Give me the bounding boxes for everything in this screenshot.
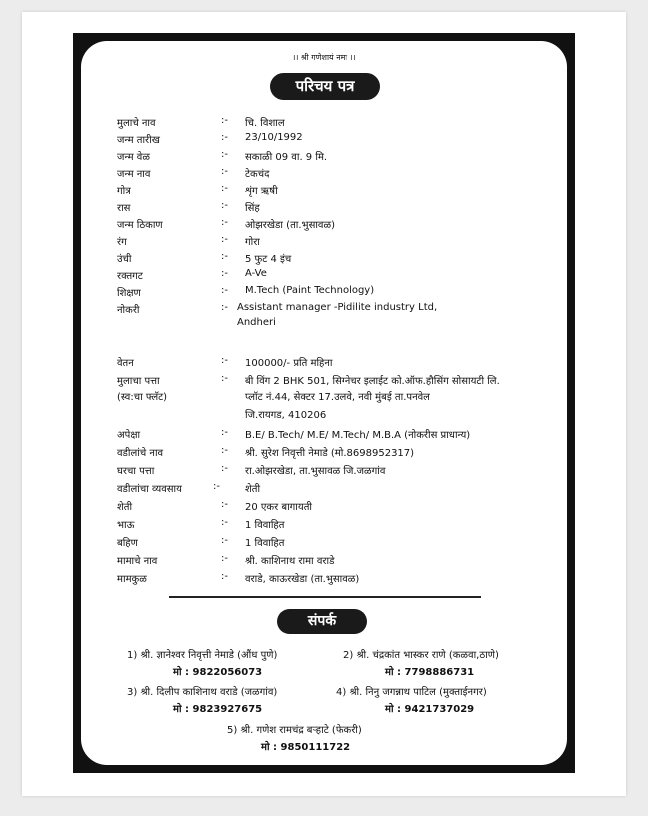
contact-phone: मो : 9823927675 [173, 704, 263, 715]
detail-label: मुलाचे नाव [117, 118, 156, 129]
contact-name: 5) श्री. गणेश रामचंद्र बऱ्हाटे (फेकरी) [227, 725, 362, 736]
detail-value: टेकचंद [245, 169, 270, 180]
detail-label: जन्म तारीख [117, 135, 160, 146]
biodata-card [81, 41, 567, 765]
contact-phone: मो : 7798886731 [385, 667, 475, 678]
detail-label: भाऊ [117, 520, 135, 531]
detail-separator: :- [213, 481, 220, 492]
detail-value-continued: प्लॉट नं.44, सेक्टर 17.उलवे, नवी मुंबई ता.पनवेल [245, 392, 430, 403]
detail-label: गोत्र [117, 186, 131, 197]
detail-separator: :- [221, 285, 228, 296]
detail-label: वडीलांचा व्यवसाय [117, 484, 182, 495]
detail-separator: :- [221, 499, 228, 510]
contact-name: 3) श्री. दिलीप काशिनाथ वराडे (जळगांव) [127, 687, 278, 698]
detail-value: चि. विशाल [245, 118, 285, 129]
detail-value: सकाळी 09 वा. 9 मि. [245, 152, 328, 163]
detail-label: नोकरी [117, 305, 140, 316]
detail-value: A-Ve [245, 268, 267, 279]
detail-separator: :- [221, 200, 228, 211]
detail-label: वडीलांचे नाव [117, 448, 164, 459]
detail-value: 100000/- प्रति महिना [245, 358, 333, 369]
section-divider [169, 596, 481, 598]
detail-value: 1 विवाहित [245, 520, 285, 531]
detail-value: सिंह [245, 203, 260, 214]
detail-separator: :- [221, 149, 228, 160]
detail-value: 20 एकर बागायती [245, 502, 312, 513]
detail-value: 23/10/1992 [245, 132, 303, 143]
detail-separator: :- [221, 166, 228, 177]
detail-separator: :- [221, 517, 228, 528]
detail-label: बहिण [117, 538, 138, 549]
detail-separator: :- [221, 183, 228, 194]
detail-value: B.E/ B.Tech/ M.E/ M.Tech/ M.B.A (नोकरीस प्राधान्य) [245, 430, 471, 441]
contact-name: 2) श्री. चंद्रकांत भास्कर राणे (कळवा,ठाणे) [343, 650, 499, 661]
detail-value: शेती [245, 484, 261, 495]
detail-separator: :- [221, 132, 228, 143]
detail-separator: :- [221, 234, 228, 245]
detail-separator: :- [221, 302, 228, 313]
detail-separator: :- [221, 268, 228, 279]
detail-label-continued: (स्व:चा फ्लॅट) [117, 392, 168, 403]
detail-value: शृंग ऋषी [245, 186, 278, 197]
detail-separator: :- [221, 535, 228, 546]
detail-separator: :- [221, 553, 228, 564]
detail-value: बी विंग 2 BHK 501, सिग्नेचर इलाईट को.ऑफ.हौसिंग सोसायटी लि. [245, 376, 500, 387]
detail-value: गोरा [245, 237, 260, 248]
contact-name: 1) श्री. ज्ञानेश्वर निवृत्ती नेमाडे (औंध पुणे) [127, 650, 278, 661]
detail-value: Assistant manager -Pidilite industry Ltd, [237, 302, 438, 313]
contact-heading: संपर्क [277, 609, 367, 634]
detail-label: शिक्षण [117, 288, 141, 299]
page-title: परिचय पत्र [270, 73, 380, 100]
detail-label: वेतन [117, 358, 134, 369]
detail-value: 1 विवाहित [245, 538, 285, 549]
detail-separator: :- [221, 445, 228, 456]
detail-separator: :- [221, 571, 228, 582]
detail-separator: :- [221, 217, 228, 228]
contact-phone: मो : 9421737029 [385, 704, 475, 715]
detail-label: मामाचे नाव [117, 556, 158, 567]
detail-value: रा.ओझरखेडा, ता.भुसावळ जि.जळगांव [245, 466, 386, 477]
detail-label: जन्म नाव [117, 169, 151, 180]
detail-separator: :- [221, 463, 228, 474]
detail-label: उंची [117, 254, 132, 265]
detail-value: 5 फुट 4 इंच [245, 254, 292, 265]
detail-label: जन्म वेळ [117, 152, 150, 163]
contact-phone: मो : 9822056073 [173, 667, 263, 678]
detail-value: वराडे, काऊरखेडा (ता.भुसावळ) [245, 574, 360, 585]
detail-value: M.Tech (Paint Technology) [245, 285, 375, 296]
detail-label: शेती [117, 502, 133, 513]
invocation-text: ।। श्री गणेशायं नमः ।। [292, 53, 356, 62]
detail-separator: :- [221, 251, 228, 262]
detail-separator: :- [221, 373, 228, 384]
detail-separator: :- [221, 427, 228, 438]
detail-label: घरचा पत्ता [117, 466, 155, 477]
detail-label: रास [117, 203, 131, 214]
detail-value: श्री. सुरेश निवृत्ती नेमाडे (मो.8698952317) [245, 448, 415, 459]
detail-separator: :- [221, 115, 228, 126]
contact-name: 4) श्री. निनु जगन्नाथ पाटिल (मुक्ताईनगर) [336, 687, 487, 698]
contact-phone: मो : 9850111722 [261, 742, 351, 753]
detail-label: मामकुळ [117, 574, 147, 585]
detail-label: रक्तगट [117, 271, 143, 282]
detail-label: जन्म ठिकाण [117, 220, 163, 231]
detail-value: ओझरखेडा (ता.भुसावळ) [245, 220, 335, 231]
detail-label: रंग [117, 237, 127, 248]
detail-label: मुलाचा पत्ता [117, 376, 160, 387]
detail-value-continued: जि.रायगड, 410206 [245, 410, 327, 421]
detail-value-continued: Andheri [237, 317, 276, 328]
detail-label: अपेक्षा [117, 430, 141, 441]
detail-value: श्री. काशिनाथ रामा वराडे [245, 556, 335, 567]
detail-separator: :- [221, 355, 228, 366]
